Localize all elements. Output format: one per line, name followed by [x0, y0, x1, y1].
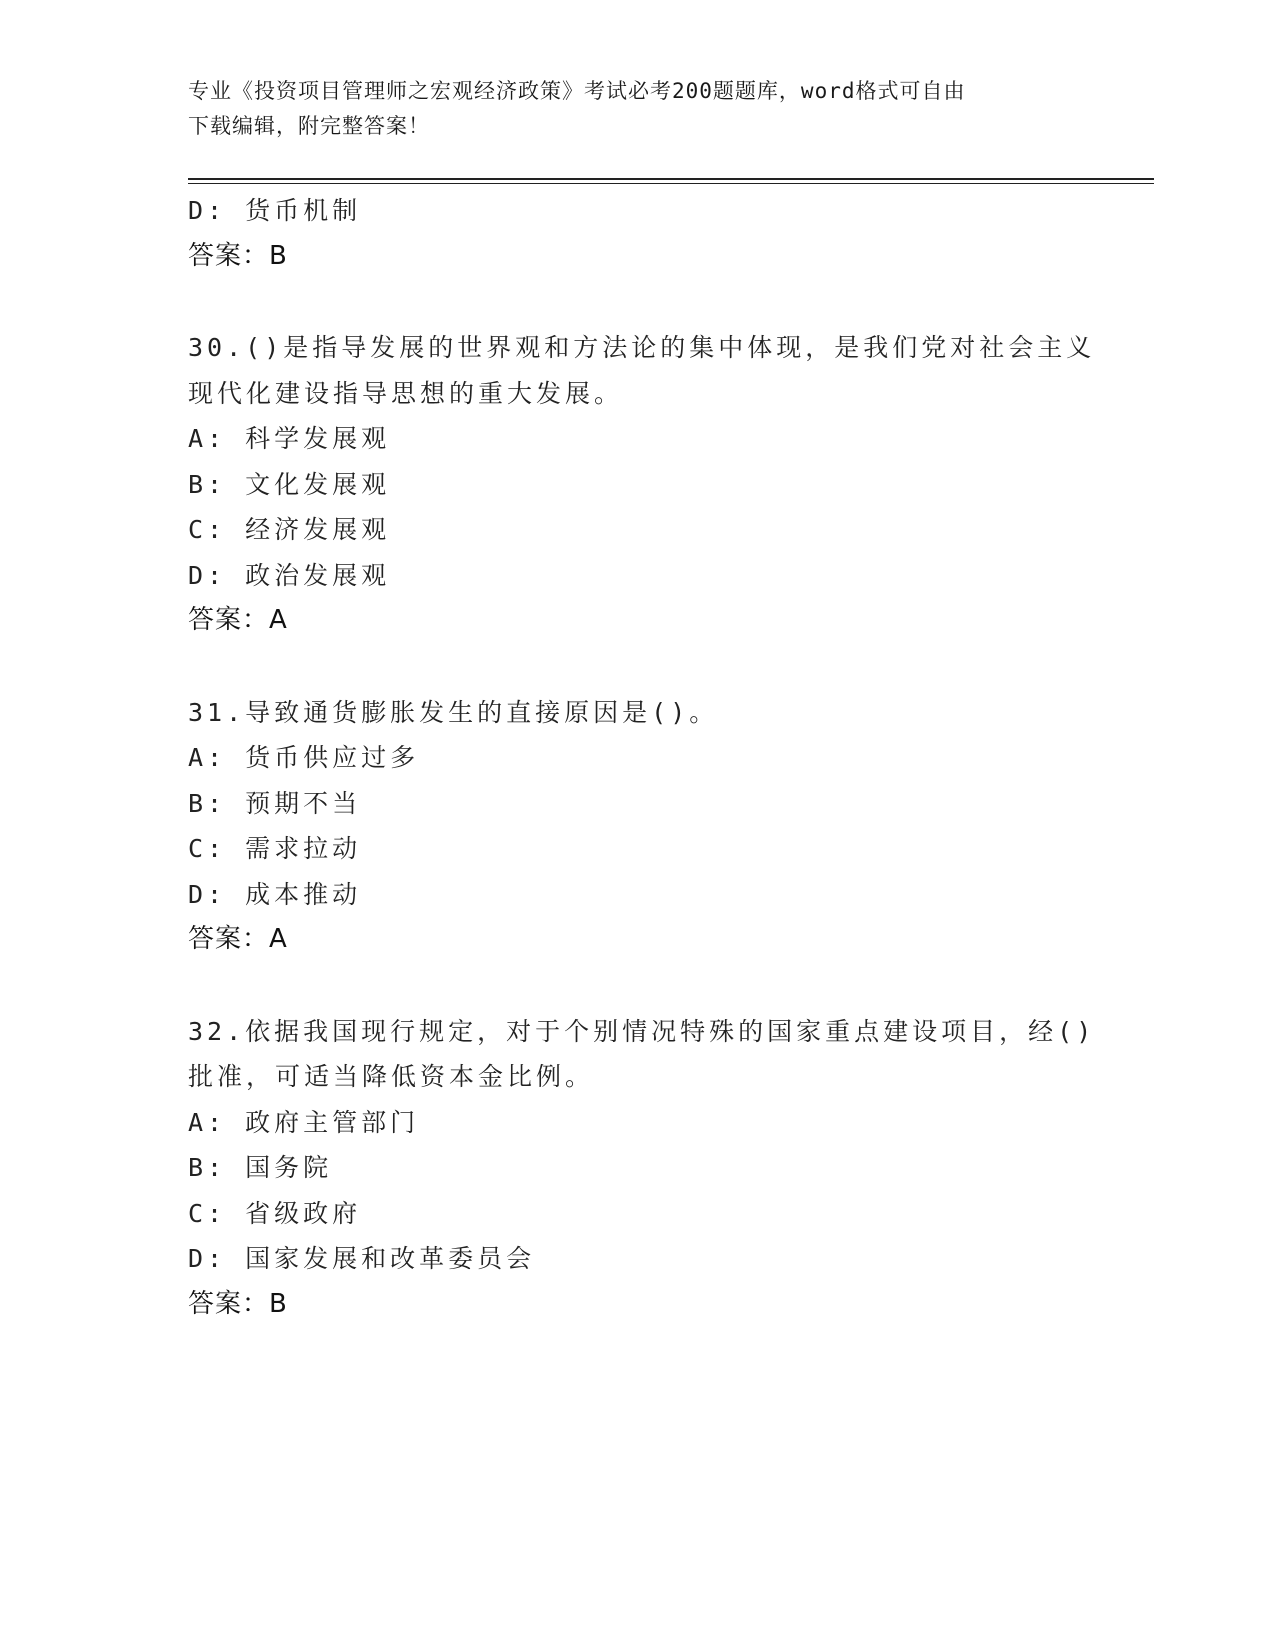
page-header [188, 74, 1088, 144]
header-title-line-2: 下载编辑，附完整答案！ [188, 114, 430, 138]
header-title-line-1: 专业《投资项目管理师之宏观经济政策》考试必考200题题库，word格式可自由 [188, 79, 966, 103]
previous-question-tail [188, 188, 1088, 279]
answer-line: 答案：B [188, 1288, 288, 1319]
option-b: B: 预期不当 [188, 788, 362, 818]
question-list [188, 188, 1096, 1327]
option-a: A: 货币供应过多 [188, 743, 420, 772]
option-c: C: 省级政府 [188, 1198, 362, 1228]
option-d: D: 国家发展和改革委员会 [188, 1244, 536, 1273]
question-stem-continued: 批准，可适当降低资本金比例。 [188, 1062, 595, 1091]
answer-line: 答案：A [188, 605, 288, 635]
option-b: B: 文化发展观 [188, 469, 391, 499]
option-a: A: 政府主管部门 [188, 1107, 420, 1137]
question-stem: 32.依据我国现行规定，对于个别情况特殊的国家重点建设项目，经() [188, 1016, 1096, 1046]
option-d: D: 政治发展观 [188, 560, 391, 590]
question-stem: 31.导致通货膨胀发生的直接原因是()。 [188, 697, 719, 727]
answer-line: 答案：A [188, 924, 288, 954]
spacer [188, 279, 1088, 325]
question-stem: 30.()是指导发展的世界观和方法论的集中体现，是我们党对社会主义 [188, 333, 1096, 362]
header-divider-thick [188, 178, 1154, 180]
question-32 [188, 1009, 1096, 1328]
option-d: D: 成本推动 [188, 879, 362, 909]
answer-line: 答案：B [188, 240, 288, 271]
spacer [188, 963, 1088, 1009]
question-31 [188, 690, 1088, 963]
question-30 [188, 325, 1096, 644]
option-b: B: 国务院 [188, 1153, 333, 1182]
spacer [188, 644, 1088, 690]
option-a: A: 科学发展观 [188, 424, 391, 453]
option-c: C: 需求拉动 [188, 834, 362, 863]
header-divider-thin [188, 183, 1154, 184]
option-d: D: 货币机制 [188, 196, 362, 225]
option-c: C: 经济发展观 [188, 515, 391, 544]
question-stem-continued: 现代化建设指导思想的重大发展。 [188, 378, 624, 408]
